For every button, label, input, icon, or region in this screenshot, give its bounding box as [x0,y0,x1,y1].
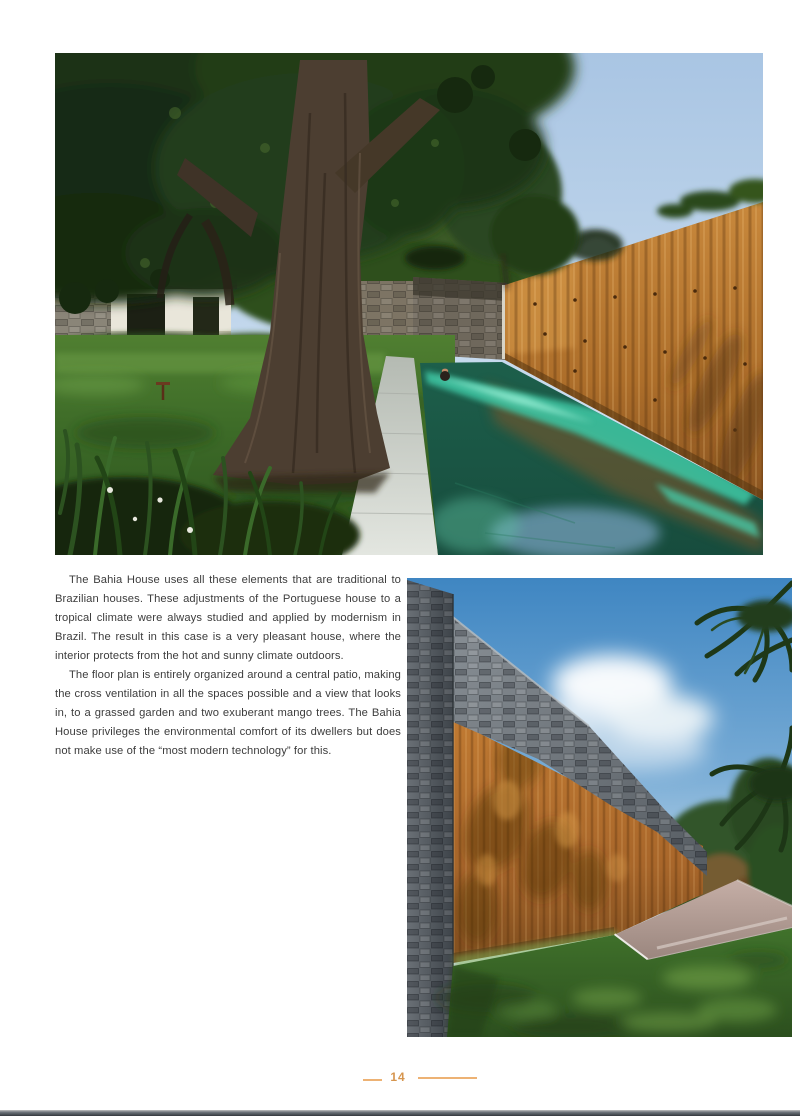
footer-rule-right [418,1077,477,1079]
body-text [55,571,401,761]
paragraph-2: The floor plan is entirely organized around a central patio, making the cross ventilation in all the spaces possible and a view that looks in, to a grassed garden and two exuberant mango trees. The Bahia House privileges the environmental comfort of its dwellers but does not make use of the “most modern technology” for this. [55,669,401,757]
bottom-photo [407,578,792,1037]
top-photo [55,53,763,555]
paragraph-1: The Bahia House uses all these elements that are traditional to Brazilian houses. These adjustments of the Portuguese house to a tropical climate were always studied and applied by modernism in Brazil. The result in this case is a very pleasant house, where the interior protects from the hot and sunny climate outdoors. [55,574,401,662]
top-photo-art [55,53,763,555]
page-number: 14 [390,1070,406,1084]
bottom-photo-art [407,578,792,1037]
window-edge-bar [0,1110,800,1116]
footer-rule-left [363,1079,382,1081]
